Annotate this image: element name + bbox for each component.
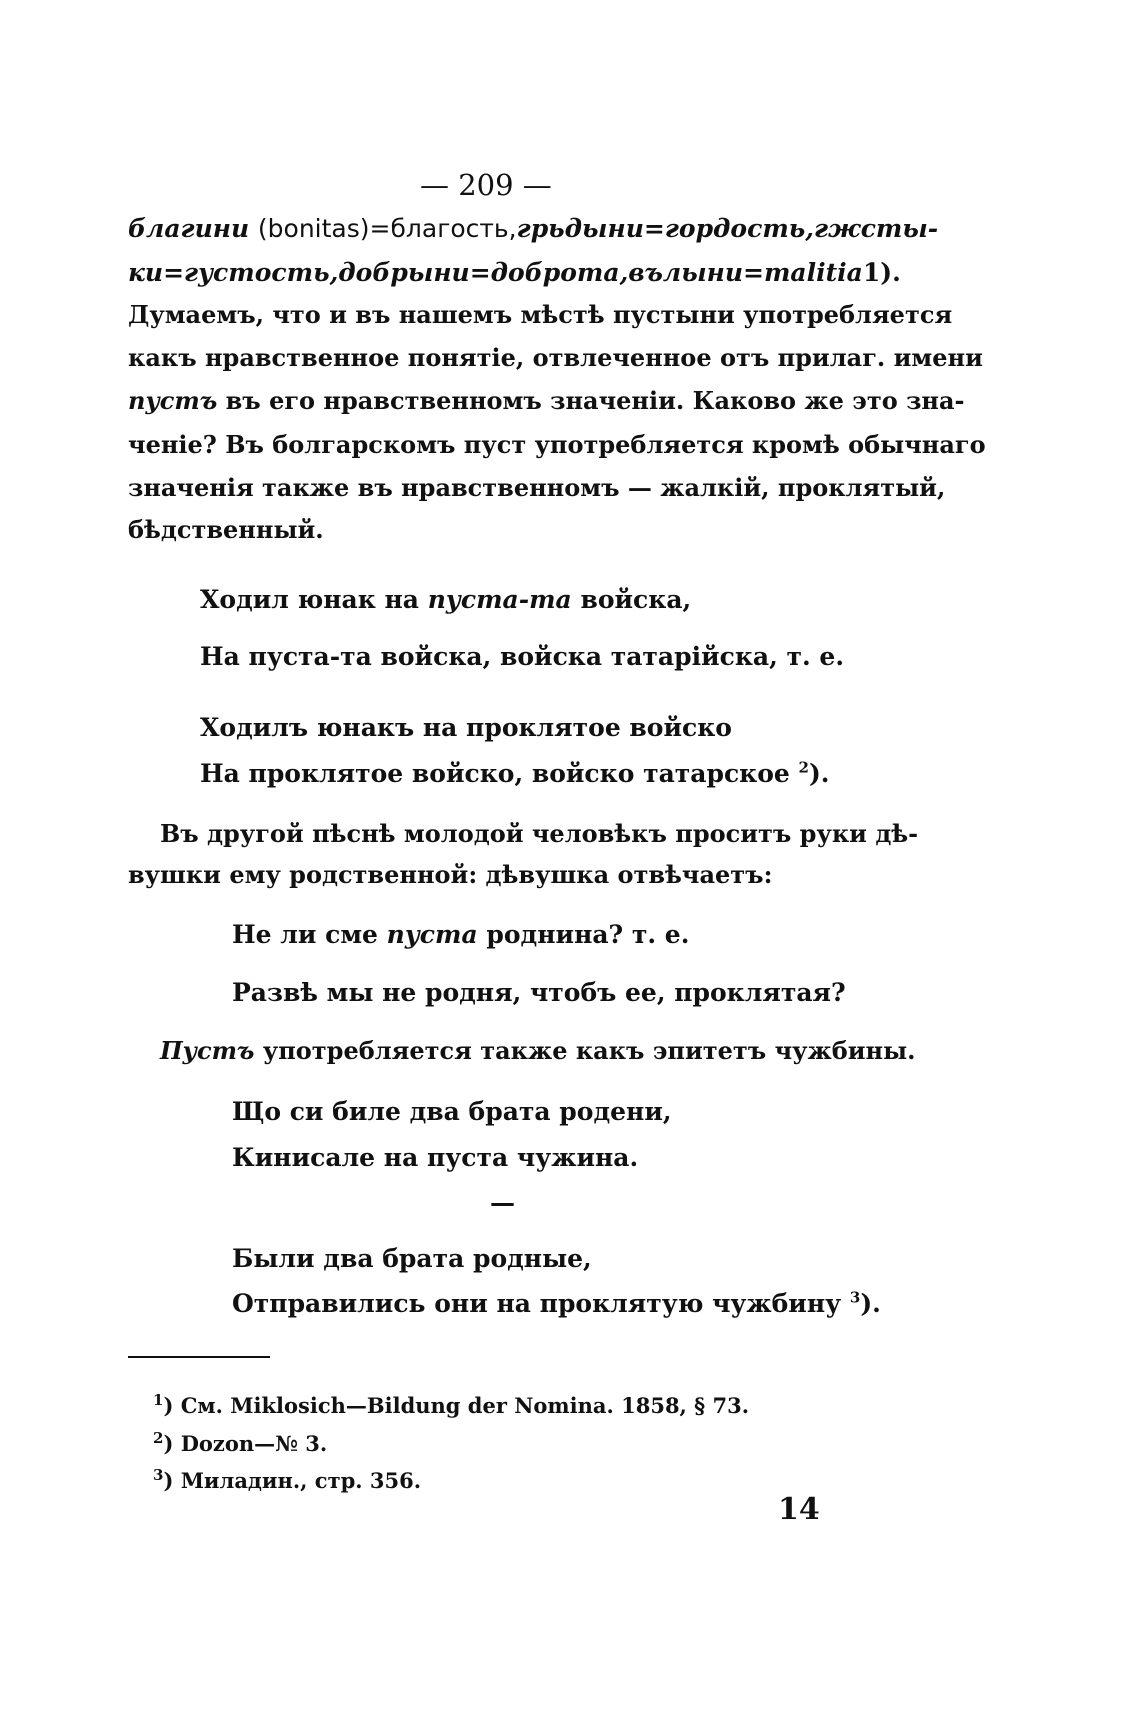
verse-line: Развѣ мы не родня, чтобъ ее, проклятая? (232, 978, 846, 1007)
text-segment: ). (860, 1289, 881, 1318)
italic-word: добрыни=доброта, (338, 258, 629, 287)
italic-word: пуста-та (427, 585, 572, 614)
footnote: $^1$) См. Miklosich—Bildung der Nomina. 1858, § 73. (153, 1391, 750, 1418)
italic-word: Пустъ (160, 1036, 255, 1065)
footnote: $^2$) Dozon—№ 3. (153, 1429, 328, 1456)
paragraph-line (128, 386, 965, 416)
footnote-ref: 3 (849, 1288, 861, 1307)
verse-line: Кинисале на пуста чужина. (232, 1143, 639, 1172)
italic-word: ки=густость, (128, 258, 339, 287)
footnote-mark: 1 (153, 1391, 164, 1409)
footnote-text: Миладин., стр. 356. (180, 1468, 422, 1493)
italic-word: вълыни=malitia (628, 258, 863, 287)
footnote-ref: 1). (862, 258, 901, 287)
paragraph-line (128, 258, 901, 288)
footnote: $^3$) Миладин., стр. 356. (153, 1466, 422, 1493)
text-segment: Ходил юнак на (200, 585, 419, 614)
footnote-text: См. Miklosich—Bildung der Nomina. 1858, § 73. (180, 1393, 750, 1418)
text-segment: въ его нравственномъ значеніи. Каково же это зна- (225, 386, 965, 415)
paragraph-line (128, 214, 939, 244)
text-segment: роднина? т. е. (486, 920, 690, 949)
text-segment: Не ли сме (232, 920, 378, 949)
text-segment: ). (808, 759, 830, 788)
italic-word: пуста (386, 920, 478, 949)
text-segment: Отправились они на проклятую чужбину (232, 1289, 842, 1318)
verse-line (232, 920, 689, 950)
italic-word: грьдыни=гордость, (516, 214, 814, 243)
separator-dash: — (490, 1188, 515, 1217)
footnote-text: Dozon—№ 3. (180, 1431, 328, 1456)
text-segment: употребляется также какъ эпитетъ чужбины. (262, 1036, 916, 1065)
paragraph-line: бѣдственный. (128, 515, 324, 544)
paragraph-line: значенія также въ нравственномъ — жалкій, проклятый, (128, 473, 946, 502)
paragraph-line: Въ другой пѣснѣ молодой человѣкъ проситъ руки дѣ- (160, 819, 919, 848)
italic-word: гжсты- (813, 214, 939, 243)
verse-line: Ходилъ юнакъ на проклятое войско (200, 713, 732, 742)
footnote-mark: 3 (153, 1466, 164, 1484)
paragraph-line: ченіе? Въ болгарскомъ пуст употребляется кромѣ обычнаго (128, 430, 986, 459)
paragraph-line (160, 1036, 916, 1066)
verse-line: Що си биле два брата родени, (232, 1097, 672, 1126)
footnote-mark: 2 (153, 1429, 164, 1447)
text-segment: На проклятое войско, войско татарское (200, 759, 790, 788)
paragraph-line: вушки ему родственной: дѣвушка отвѣчаетъ: (128, 860, 773, 889)
footnote-separator (128, 1356, 270, 1358)
verse-line (200, 759, 830, 789)
italic-word: пустъ (128, 386, 218, 415)
verse-line (200, 585, 691, 615)
text-segment: войска, (580, 585, 692, 614)
signature-mark: 14 (778, 1492, 820, 1527)
paragraph-line: какъ нравственное понятіе, отвлеченное отъ прилаг. имени (128, 343, 983, 372)
italic-word: благини (128, 214, 250, 243)
verse-line: На пуста-та войска, войска татарійска, т. е. (200, 642, 845, 671)
footnote-ref: 2 (798, 758, 809, 777)
text-segment: (bonitas)=благость, (257, 214, 517, 243)
verse-line (232, 1289, 881, 1319)
page-number: — 209 — (420, 168, 552, 202)
paragraph-line: Думаемъ, что и въ нашемъ мѣстѣ пустыни употребляется (128, 300, 953, 329)
verse-line: Были два брата родные, (232, 1244, 592, 1273)
